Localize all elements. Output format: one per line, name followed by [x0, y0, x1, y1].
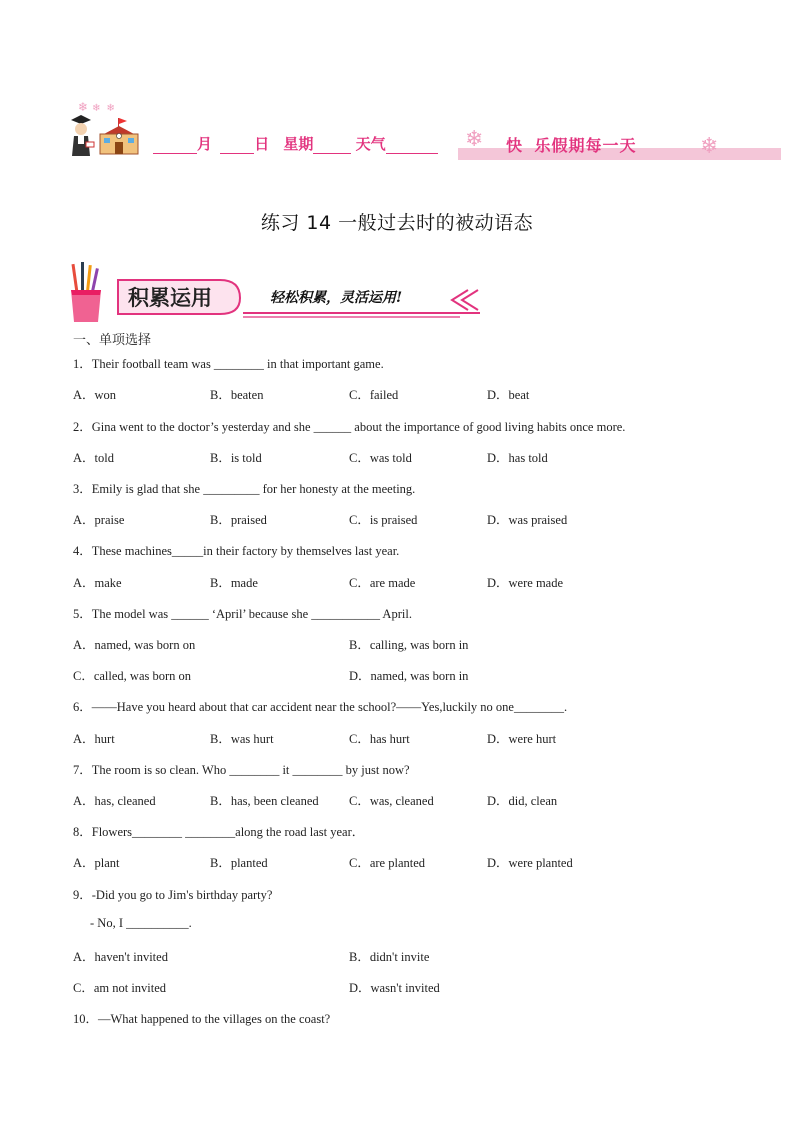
option-d[interactable]: D．were made [487, 576, 564, 590]
month-label: 月 [197, 136, 213, 153]
question-stem: 3．Emily is glad that she _________ for her honesty at the meeting. [73, 482, 416, 496]
option-d[interactable]: D．was praised [487, 513, 568, 527]
option-d[interactable]: D．has told [487, 451, 548, 465]
option-b[interactable]: B．made [210, 576, 258, 590]
section-subtitle: 轻松积累，灵活运用! [270, 290, 403, 306]
option-a[interactable]: A．plant [73, 856, 120, 870]
option-c[interactable]: C．has hurt [349, 732, 410, 746]
header-date-line [153, 133, 438, 154]
option-a[interactable]: A．named, was born on [73, 638, 196, 652]
option-c[interactable]: C．failed [349, 388, 399, 402]
option-d[interactable]: D．were hurt [487, 732, 557, 746]
snowflake-icon: ❄ [465, 127, 484, 152]
option-a[interactable]: A．has, cleaned [73, 794, 156, 808]
part-heading: 一、单项选择 [73, 333, 152, 348]
option-b[interactable]: B．has, been cleaned [210, 794, 319, 808]
slogan-part-1: 快 [506, 138, 523, 155]
option-b[interactable]: B．is told [210, 451, 262, 465]
question-stem-reply: - No, I __________. [90, 916, 192, 930]
option-b[interactable]: B．was hurt [210, 732, 274, 746]
option-c[interactable]: C．are made [349, 576, 416, 590]
header-slogan [506, 133, 636, 156]
snowflake-icon: ❄ [700, 134, 719, 159]
header-snowflakes-left: ❄ ❄ ❄ [78, 100, 115, 114]
page-title: 练习 14 一般过去时的被动语态 [260, 212, 534, 234]
option-b[interactable]: B．calling, was born in [349, 638, 469, 652]
option-d[interactable]: D．named, was born in [349, 669, 469, 683]
option-b[interactable]: B．didn't invite [349, 950, 430, 964]
option-b[interactable]: B．praised [210, 513, 267, 527]
question-stem: 4．These machines_____in their factory by themselves last year. [73, 544, 400, 558]
option-c[interactable]: C．called, was born on [73, 669, 192, 683]
section-title: 积累运用 [128, 286, 212, 310]
option-c[interactable]: C．am not invited [73, 981, 167, 995]
option-a[interactable]: A．make [73, 576, 122, 590]
option-a[interactable]: A．hurt [73, 732, 115, 746]
slogan-part-2: 乐假期每一天 [534, 138, 637, 155]
option-a[interactable]: A．praise [73, 513, 125, 527]
graduate-icon [66, 112, 96, 160]
question-stem: 10．—What happened to the villages on the coast? [73, 1012, 331, 1026]
option-d[interactable]: D．wasn't invited [349, 981, 440, 995]
option-a[interactable]: A．haven't invited [73, 950, 168, 964]
option-b[interactable]: B．beaten [210, 388, 264, 402]
option-b[interactable]: B．planted [210, 856, 268, 870]
option-c[interactable]: C．is praised [349, 513, 418, 527]
question-stem: 8．Flowers________ ________along the road last year． [73, 825, 365, 839]
question-stem: 1．Their football team was ________ in that important game. [73, 357, 384, 371]
option-d[interactable]: D．were planted [487, 856, 573, 870]
day-label: 日 [254, 136, 270, 153]
question-stem: 5．The model was ______ ‘April’ because she ___________ April. [73, 607, 412, 621]
option-c[interactable]: C．are planted [349, 856, 426, 870]
school-building-icon [96, 116, 142, 156]
option-d[interactable]: D．did, clean [487, 794, 558, 808]
question-stem: 2．Gina went to the doctor’s yesterday and she ______ about the importance of good living habits once more. [73, 420, 626, 434]
option-c[interactable]: C．was told [349, 451, 412, 465]
option-a[interactable]: A．told [73, 451, 114, 465]
question-stem: 9．-Did you go to Jim's birthday party? [73, 888, 273, 902]
question-stem: 6．——Have you heard about that car accident near the school?——Yes,luckily no one________. [73, 700, 568, 714]
option-c[interactable]: C．was, cleaned [349, 794, 434, 808]
option-d[interactable]: D．beat [487, 388, 530, 402]
option-a[interactable]: A．won [73, 388, 117, 402]
weekday-label: 星期 [283, 136, 314, 153]
pencil-cup-icon [68, 262, 104, 324]
weather-label: 天气 [355, 136, 386, 153]
question-stem: 7．The room is so clean. Who ________ it ________ by just now? [73, 763, 410, 777]
